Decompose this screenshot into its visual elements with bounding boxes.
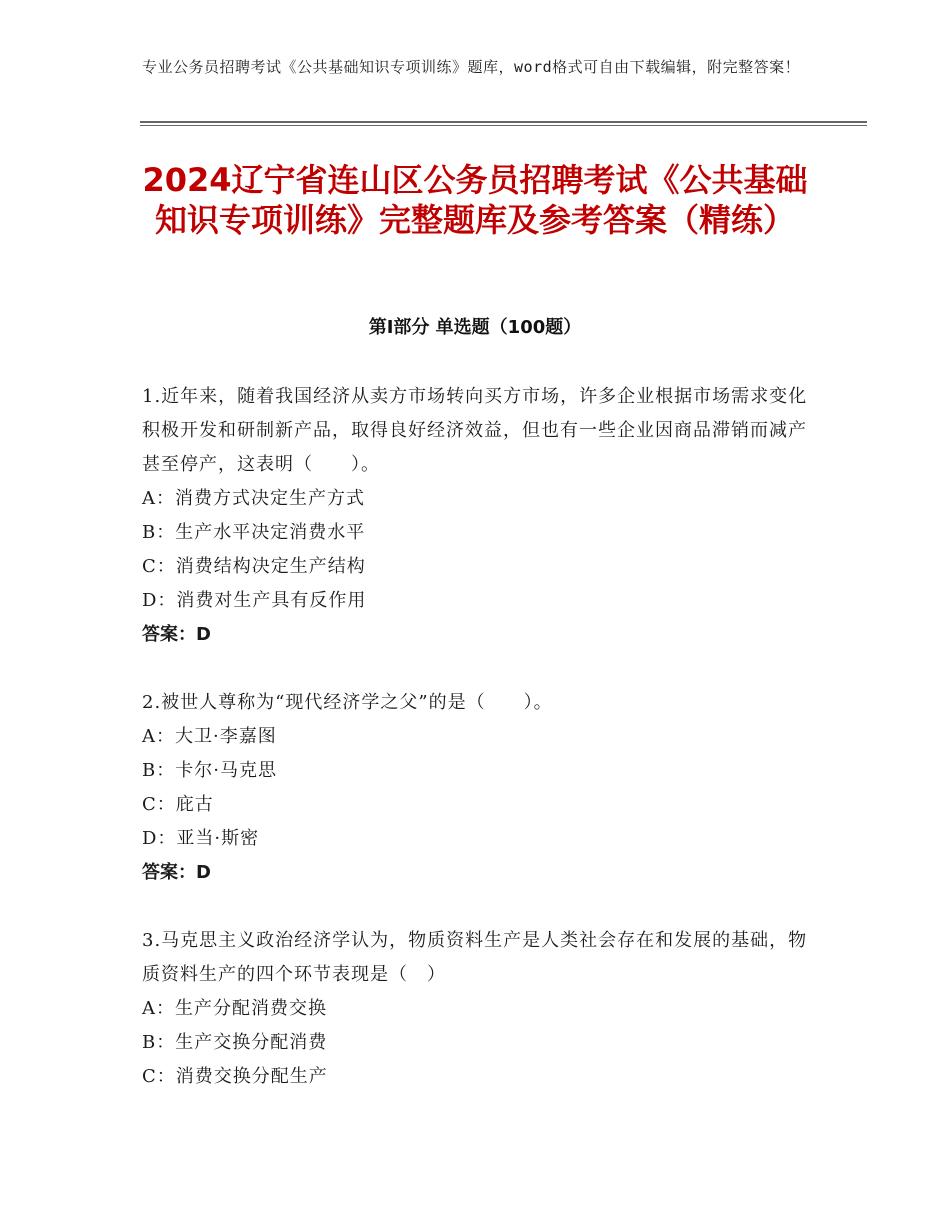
- header-divider: [140, 121, 867, 123]
- section-title: 第Ⅰ部分 单选题（100题）: [368, 317, 582, 338]
- header-note: 专业公务员招聘考试《公共基础知识专项训练》题库，word格式可自由下载编辑，附完整答案！: [142, 58, 801, 76]
- header-divider-thin: [140, 125, 867, 126]
- option-a: A：大卫·李嘉图: [142, 726, 277, 747]
- option-c: C：消费结构决定生产结构: [142, 556, 366, 577]
- question-stem: 1.近年来，随着我国经济从卖方市场转向买方市场，许多企业根据市场需求变化积极开发和研制新产品，取得良好经济效益，但也有一些企业因商品滞销而减产甚至停产，这表明（ ）。: [142, 386, 808, 475]
- question-2: [142, 686, 810, 890]
- question-1: [142, 380, 810, 652]
- option-b: B：卡尔·马克思: [142, 760, 277, 781]
- option-a: A：生产分配消费交换: [142, 998, 327, 1019]
- question-stem: 3.马克思主义政治经济学认为，物质资料生产是人类社会存在和发展的基础，物质资料生产的四个环节表现是（ ）: [142, 930, 808, 985]
- question-list: [142, 380, 810, 1128]
- answer-label: 答案：D: [142, 862, 211, 883]
- option-d: D：消费对生产具有反作用: [142, 590, 367, 611]
- document-title: 2024辽宁省连山区公务员招聘考试《公共基础知识专项训练》完整题库及参考答案（精练）: [142, 161, 808, 239]
- option-c: C：庇古: [142, 794, 214, 815]
- option-b: B：生产水平决定消费水平: [142, 522, 366, 543]
- option-c: C：消费交换分配生产: [142, 1066, 328, 1087]
- question-stem: 2.被世人尊称为“现代经济学之父”的是（ ）。: [142, 692, 553, 713]
- option-a: A：消费方式决定生产方式: [142, 488, 365, 509]
- question-3: [142, 924, 810, 1094]
- option-d: D：亚当·斯密: [142, 828, 260, 849]
- option-b: B：生产交换分配消费: [142, 1032, 328, 1053]
- answer-label: 答案：D: [142, 624, 211, 645]
